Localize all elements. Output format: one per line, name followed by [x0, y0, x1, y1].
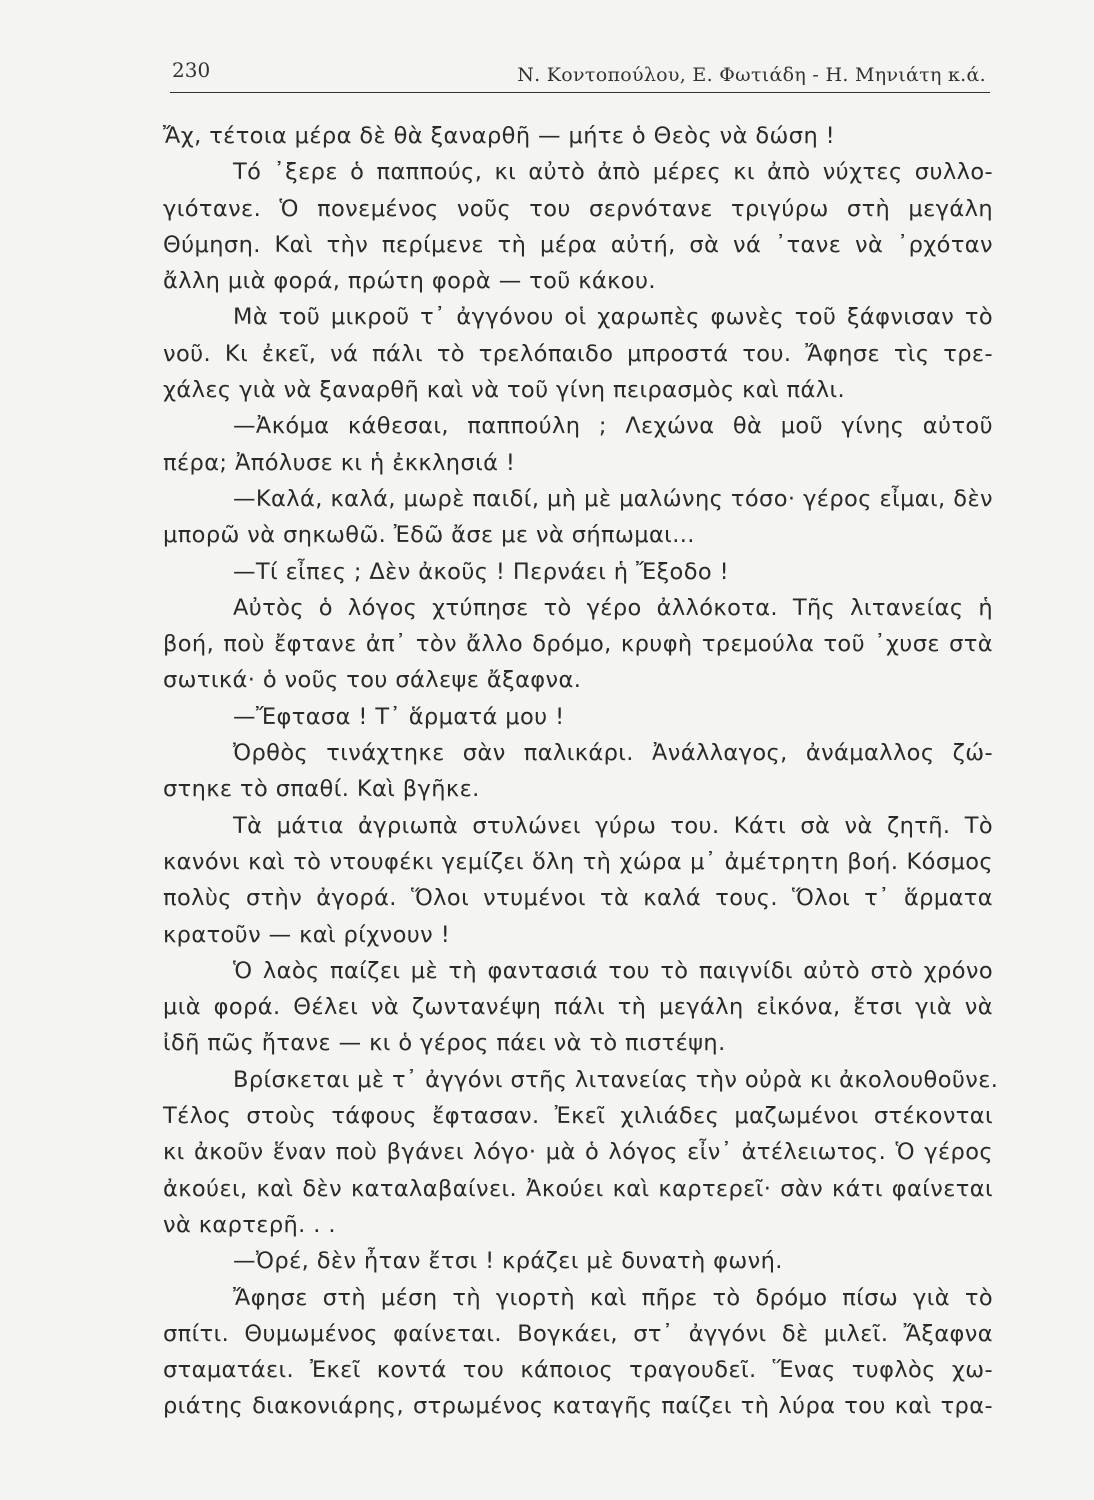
text-line: χάλες γιὰ νὰ ξαναρθῆ καὶ νὰ τοῦ γίνη πειρασμὸς καὶ πάλι. — [163, 377, 846, 404]
text-line: —Ὀρέ, δὲν ἦταν ἔτσι ! κράζει μὲ δυνατὴ φωνή. — [233, 1248, 783, 1275]
page-header — [170, 58, 990, 93]
text-line: βοή, ποὺ ἔφτανε ἀπ᾿ τὸν ἄλλο δρόμο, κρυφὴ τρεμούλα τοῦ ᾿χυσε στὰ — [163, 631, 993, 658]
text-line: γιότανε. Ὁ πονεμένος νοῦς του σερνότανε τριγύρω στὴ μεγάλη — [163, 195, 993, 222]
text-line: —Ἔφτασα ! Τ᾿ ἅρματά μου ! — [233, 703, 565, 730]
text-line: ἀκούει, καὶ δὲν καταλαβαίνει. Ἀκούει καὶ καρτερεῖ· σὰν κάτι φαίνεται — [163, 1175, 993, 1202]
text-line: κι ἀκοῦν ἕναν ποὺ βγάνει λόγο· μὰ ὁ λόγος εἶν᾿ ἀτέλειωτος. Ὁ γέρος — [163, 1139, 993, 1166]
text-line: Αὐτὸς ὁ λόγος χτύπησε τὸ γέρο ἀλλόκοτα. Τῆς λιτανείας ἡ — [233, 594, 993, 621]
text-line: Θύμηση. Καὶ τὴν περίμενε τὴ μέρα αὐτή, σὰ νά ᾿τανε νὰ ᾿ρχόταν — [163, 231, 993, 258]
text-line: σωτικά· ὁ νοῦς του σάλεψε ἄξαφνα. — [163, 667, 582, 694]
text-line: σπίτι. Θυμωμένος φαίνεται. Βογκάει, στ᾿ ἀγγόνι δὲ μιλεῖ. Ἄξαφνα — [163, 1320, 993, 1347]
text-line: Ἄφησε στὴ μέση τὴ γιορτὴ καὶ πῆρε τὸ δρόμο πίσω γιὰ τὸ — [233, 1284, 993, 1311]
text-line: κρατοῦν — καὶ ρίχνουν ! — [163, 921, 451, 948]
text-line: —Καλά, καλά, μωρὲ παιδί, μὴ μὲ μαλώνης τόσο· γέρος εἶμαι, δὲν — [233, 485, 993, 512]
text-line: ἰδῆ πῶς ἤτανε — κι ὁ γέρος πάει νὰ τὸ πιστέψη. — [163, 1030, 726, 1057]
body-text — [163, 118, 999, 1425]
text-line: Τὰ μάτια ἀγριωπὰ στυλώνει γύρω του. Κάτι σὰ νὰ ζητῆ. Τὸ — [233, 812, 993, 839]
text-line: νοῦ. Κι ἐκεῖ, νά πάλι τὸ τρελόπαιδο μπροστά του. Ἄφησε τὶς τρε- — [163, 340, 993, 367]
text-line: νὰ καρτερῆ. . . — [163, 1211, 336, 1238]
text-line: ριάτης διακονιάρης, στρωμένος καταγῆς παίζει τὴ λύρα του καὶ τρα- — [163, 1393, 993, 1420]
text-line: Τέλος στοὺς τάφους ἔφτασαν. Ἐκεῖ χιλιάδες μαζωμένοι στέκονται — [163, 1103, 993, 1130]
text-line: μιὰ φορά. Θέλει νὰ ζωντανέψη πάλι τὴ μεγάλη εἰκόνα, ἔτσι γιὰ νὰ — [163, 994, 993, 1021]
text-line: κανόνι καὶ τὸ ντουφέκι γεμίζει ὅλη τὴ χώρα μ᾿ ἀμέτρητη βοή. Κόσμος — [163, 848, 993, 875]
text-line: Βρίσκεται μὲ τ᾿ ἀγγόνι στῆς λιτανείας τὴν οὐρὰ κι ἀκολουθοῦνε. — [233, 1066, 999, 1093]
text-line: στηκε τὸ σπαθί. Καὶ βγῆκε. — [163, 776, 480, 803]
running-head: Ν. Κοντοπούλου, Ε. Φωτιάδη - Η. Μηνιάτη κ.ά. — [517, 64, 986, 86]
text-line: ἄλλη μιὰ φορά, πρώτη φορὰ — τοῦ κάκου. — [163, 268, 656, 295]
text-line: —Ἀκόμα κάθεσαι, παππούλη ; Λεχώνα θὰ μοῦ γίνης αὐτοῦ — [233, 413, 993, 440]
text-line: Ὁ λαὸς παίζει μὲ τὴ φαντασιά του τὸ παιγνίδι αὐτὸ στὸ χρόνο — [233, 957, 993, 984]
text-line: Τό ᾿ξερε ὁ παππούς, κι αὐτὸ ἀπὸ μέρες κι ἀπὸ νύχτες συλλο- — [233, 159, 993, 186]
text-line: μπορῶ νὰ σηκωθῶ. Ἐδῶ ἄσε με νὰ σήπωμαι... — [163, 522, 695, 549]
text-line: Ὀρθὸς τινάχτηκε σὰν παλικάρι. Ἀνάλλαγος, ἀνάμαλλος ζώ- — [233, 740, 993, 767]
text-line: πέρα; Ἀπόλυσε κι ἡ ἐκκλησιά ! — [163, 449, 516, 476]
text-line: Ἄχ, τέτοια μέρα δὲ θὰ ξαναρθῆ — μήτε ὁ Θεὸς νὰ δώση ! — [163, 123, 836, 149]
page-number: 230 — [172, 58, 211, 82]
text-line: Μὰ τοῦ μικροῦ τ᾿ ἀγγόνου οἱ χαρωπὲς φωνὲς τοῦ ξάφνισαν τὸ — [233, 304, 993, 331]
text-line: πολὺς στὴν ἀγορά. Ὅλοι ντυμένοι τὰ καλά τους. Ὅλοι τ᾿ ἅρματα — [163, 885, 993, 912]
text-line: —Τί εἶπες ; Δὲν ἀκοῦς ! Περνάει ἡ Ἔξοδο ! — [233, 558, 729, 585]
text-line: σταματάει. Ἐκεῖ κοντά του κάποιος τραγουδεῖ. Ἕνας τυφλὸς χω- — [163, 1357, 993, 1384]
